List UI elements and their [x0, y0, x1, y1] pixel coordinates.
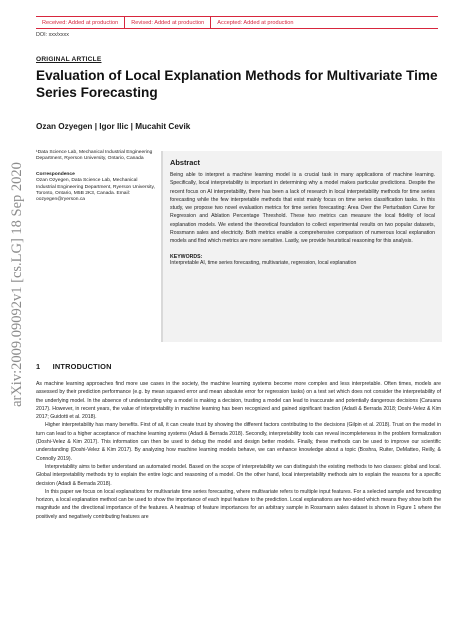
accepted-label: Accepted: Added at production: [210, 17, 299, 28]
paper-title: Evaluation of Local Explanation Methods for Multivariate Time Series Forecasting: [36, 68, 438, 100]
doi-label: DOI: xxx/xxxx: [36, 32, 69, 38]
section-title: INTRODUCTION: [52, 362, 112, 371]
arxiv-stamp: [10, 148, 24, 420]
correspondence-text: Ozan Ozyegen, Data Science Lab, Mechanical Industrial Engineering Department, Ryerson University, Toronto, Ontario, M5B 2K3, Canada. Email: oozyegen@ryerson.ca: [36, 178, 155, 203]
abstract-text: Being able to interpret a machine learning model is a crucial task in many applications of machine learning. Specifically, local interpretability is important in determining why a model makes particular predictions. Despite the recent focus on AI interpretability, there has been a lack of research in local interpretability methods for time series forecasting while the few interpretable methods that exist mainly focus on time series classification tasks. In this study, we propose two novel evaluation metrics for time series forecasting: Area Over the Perturbation Curve for Regression and Ablation Percentage Threshold. These two metrics can measure the local fidelity of local explanation models. We extend the theoretical foundation to collect experimental results on two popular datasets, Rossmann sales and electricity. Both metrics enable a comprehensive comparison of numerous local explanation models and find which metrics are more sensitive. Lastly, we provide heuristical reasoning for this analysis.: [170, 172, 435, 245]
correspondence-heading: Correspondence: [36, 171, 75, 177]
section-heading: [36, 362, 112, 371]
affiliation-block: [36, 150, 156, 204]
received-label: Received: Added at production: [42, 19, 119, 26]
arxiv-stamp-text: arXiv:2009.09092v1 [cs.LG] 18 Sep 2020: [8, 161, 25, 407]
abstract-box: [161, 151, 442, 342]
keywords-heading: KEYWORDS:: [170, 253, 203, 260]
section-number: 1: [36, 362, 41, 371]
keywords-text: Interpretable AI, time series forecasting, multivariate, regression, local explanation: [170, 259, 357, 266]
article-type: ORIGINAL ARTICLE: [36, 56, 102, 63]
paragraph: Higher interpretability has many benefits. First of all, it can create trust by showing the different factors contributing to the decisions (Gilpin et al. 2018). Trust on the model in turn can lead to a higher acceptance of machine learning systems (Adadi & Berrada 2018). Secondly, interpretability tools can reveal incompleteness in the problem formalization (Doshi-Velez & Kim 2017). This information can then be used to debug the model and design better models. Finally, these methods can be used to improve our scientific understanding (Doshi-Velez & Kim 2017). By analyzing how machine learning models behave, we can enhance knowledge about a topic (Boshra, Ruiter, DeMatteo, Reilly, & Connolly 2019).: [36, 422, 441, 462]
production-header: [36, 16, 438, 29]
paragraph: In this paper we focus on local explanations for multivariate time series forecasting, where multivariate refers to multiple input features. For a selected sample and forecasting horizon, a local explanation method can be used to show the importance of each input feature to the prediction. Local explanations are two-sided which means they show both the magnitude and the directional importance of the features. A heatmap of feature importances for an arbitrary sample in Rossmann sales dataset is shown in Figure 1 where the positively and negatively contributing features are: [36, 488, 441, 520]
abstract-heading: Abstract: [170, 158, 200, 167]
author-list: Ozan Ozyegen | Igor Ilic | Mucahit Cevik: [36, 122, 191, 131]
paragraph: As machine learning approaches find more use cases in the society, the machine learning systems become more complex and less interpretable. Often times, models are assessed by their prediction performance (e.g. by mean squared error and mean absolute error for regression tasks) on a test set which does not consider the interpretability of the underlying model. In the absence of understanding why a model is making a decision, trusting a model can lead to inaccurate and potentially dangerous decisions (Caruana 2017). However, in recent years, the value of interpretability in machine learning has been recognized and gained significant traction (Adadi & Berrada 2018; Doshi-Velez & Kim 2017; Guidotti et al. 2018).: [36, 381, 441, 421]
paragraph: Interpretability aims to better understand an automated model. Based on the scope of interpretability we can distinguish the existing methods to two classes: global and local. Global interpretability methods try to explain the entire logic and reasoning of a model. On the other hand, local interpretability methods aim to explain the reasons for a specific decision (Adadi & Berrada 2018).: [36, 463, 441, 487]
revised-label: Revised: Added at production: [124, 17, 210, 28]
affiliation-text: ¹Data Science Lab, Mechanical Industrial Engineering Department, Ryerson University, Ontario, Canada: [36, 150, 153, 162]
body-text: [36, 380, 441, 521]
